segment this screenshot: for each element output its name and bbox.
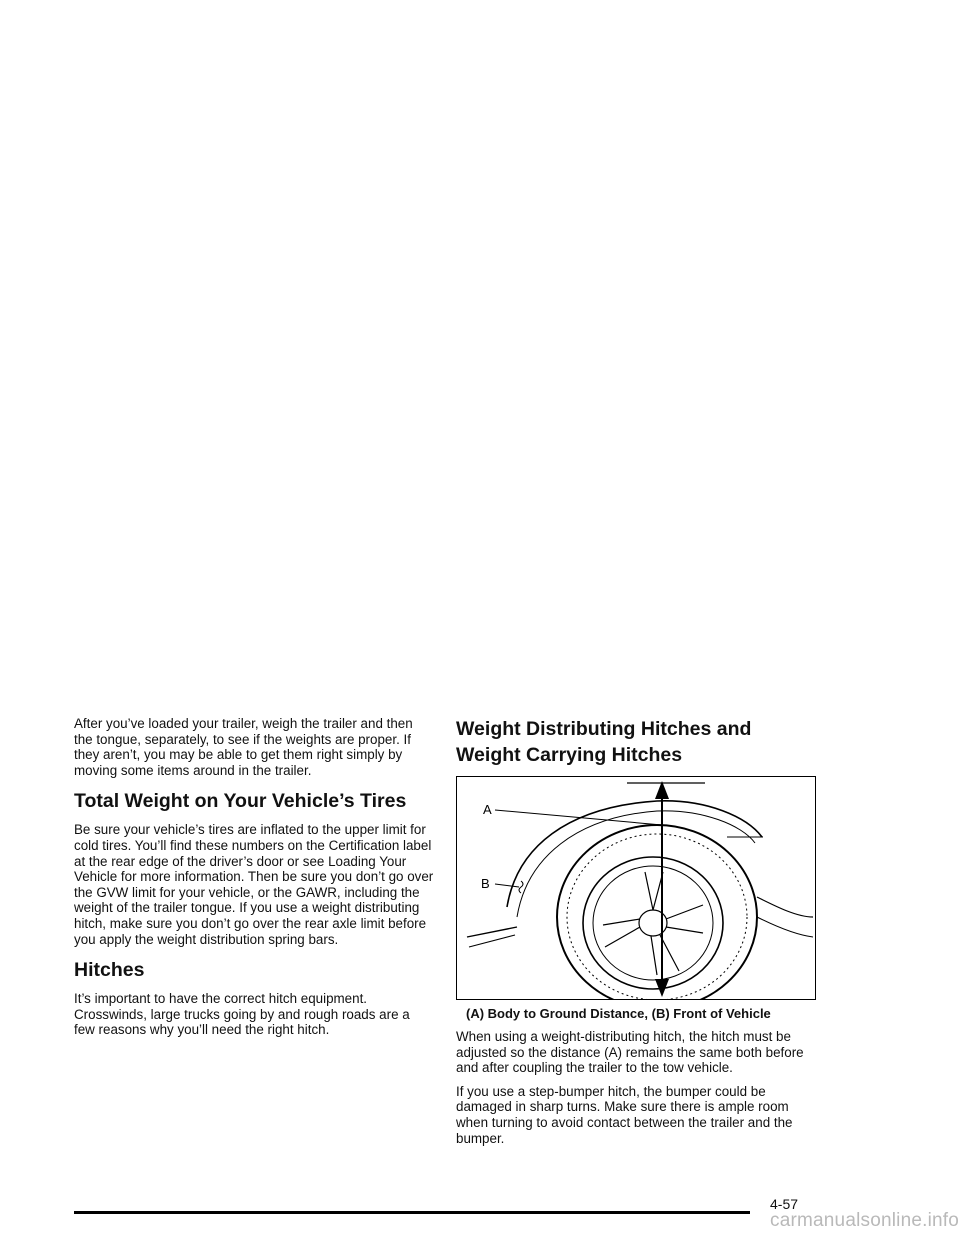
page-number: 4-57 <box>770 1196 799 1212</box>
body-lower-left <box>467 927 517 937</box>
heading-weight-distributing: Weight Distributing Hitches and Weight Carrying Hitches <box>456 718 752 766</box>
intro-paragraph: After you’ve loaded your trailer, weigh the trailer and then the tongue, separately, to see if the weights are proper. If they aren’t, you may be able to get them right simply by moving some items around in the trailer. <box>74 716 413 778</box>
right-column <box>456 716 816 1154</box>
step-bumper-paragraph: If you use a step-bumper hitch, the bumper could be damaged in sharp turns. Make sure there is ample room when turning to avoid contact between the trailer and the bumper. <box>456 1083 793 1146</box>
leader-a <box>495 810 662 825</box>
arrow-up-head <box>655 781 669 799</box>
footer-rule <box>74 1211 750 1214</box>
label-b: B <box>481 876 490 891</box>
weight-distributing-paragraph: When using a weight-distributing hitch, the hitch must be adjusted so the distance (A) remains the same both before and after coupling the trailer to the tow vehicle. <box>456 1029 804 1076</box>
tire-diagram <box>456 776 816 1000</box>
heading-total-weight: Total Weight on Your Vehicle’s Tires <box>74 790 407 813</box>
figure-caption: (A) Body to Ground Distance, (B) Front of Vehicle <box>466 1006 771 1021</box>
body-lower-right <box>757 897 813 917</box>
tire-illustration <box>457 777 815 999</box>
total-weight-paragraph: Be sure your vehicle’s tires are inflated to the upper limit for cold tires. You’ll find these numbers on the Certification label at the rear edge of the driver’s door or see Loading Your Vehicle for more information. Then be sure you don’t go over the GVW limit for your vehicle, or the GAWR, including the weight of the trailer tongue. If you use a weight distributing hitch, make sure you don’t go over the rear axle limit before you apply the weight distribution spring bars. <box>74 822 434 947</box>
watermark: carmanualsonline.info <box>770 1210 960 1231</box>
body-lower-right-2 <box>757 917 813 937</box>
hitches-paragraph: It’s important to have the correct hitch equipment. Crosswinds, large trucks going by and rough roads are a few reasons why you’ll need the right hitch. <box>74 991 410 1038</box>
heading-hitches: Hitches <box>74 959 145 982</box>
body-lower-left-2 <box>469 935 515 947</box>
label-a: A <box>483 802 492 817</box>
left-column <box>74 716 434 1046</box>
brace-b <box>519 881 523 893</box>
leader-b <box>495 884 519 887</box>
